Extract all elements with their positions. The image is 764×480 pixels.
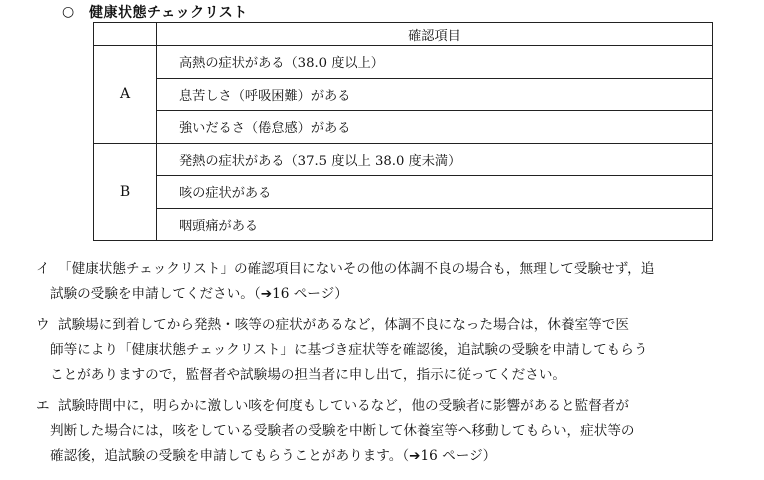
checklist-item: 咳の症状がある xyxy=(157,176,713,209)
paragraph-u xyxy=(36,313,722,388)
section-title: 健康状態チェックリスト xyxy=(89,5,248,21)
section-heading xyxy=(62,2,248,22)
table-row xyxy=(94,143,713,176)
paragraph-line: 確認後，追試験の受験を申請してもらうことがあります。（➔16 ページ） xyxy=(50,448,497,464)
paragraph-label: エ xyxy=(36,398,50,414)
table-row xyxy=(94,208,713,241)
table-row xyxy=(94,78,713,111)
paragraph-line: 試験の受験を申請してください。（➔16 ページ） xyxy=(50,286,348,302)
table-header-row xyxy=(94,23,713,46)
paragraph-line: 「健康状態チェックリスト」の確認項目にないその他の体調不良の場合も，無理して受験せず，追 xyxy=(58,261,655,277)
header-blank-cell xyxy=(94,23,157,46)
checklist-item: 咽頭痛がある xyxy=(157,208,713,241)
table-row xyxy=(94,176,713,209)
paragraph-line: ことがありますので，監督者や試験場の担当者に申し出て，指示に従ってください。 xyxy=(50,367,567,383)
table-row xyxy=(94,111,713,144)
paragraph-line: 師等により「健康状態チェックリスト」に基づき症状等を確認後，追試験の受験を申請してもらう xyxy=(50,342,648,358)
header-cell: 確認項目 xyxy=(157,23,713,46)
paragraph-line: 試験時間中に，明らかに激しい咳を何度もしているなど，他の受験者に影響があると監督者が xyxy=(58,398,629,414)
paragraph-line: 試験場に到着してから発熱・咳等の症状があるなど，体調不良になった場合は，休養室等で医 xyxy=(58,317,629,333)
checklist-item: 高熱の症状がある（38.0 度以上） xyxy=(157,46,713,79)
group-label-a: A xyxy=(94,46,157,144)
table-row xyxy=(94,46,713,79)
checklist-item: 発熱の症状がある（37.5 度以上 38.0 度未満） xyxy=(157,143,713,176)
group-label-b: B xyxy=(94,143,157,241)
paragraph-label: ウ xyxy=(36,317,50,333)
checklist-item: 強いだるさ（倦怠感）がある xyxy=(157,111,713,144)
paragraph-label: イ xyxy=(36,261,50,277)
checklist-item: 息苦しさ（呼吸困難）がある xyxy=(157,78,713,111)
paragraph-i xyxy=(36,257,722,307)
paragraph-line: 判断した場合には，咳をしている受験者の受験を中断して休養室等へ移動してもらい，症状等の xyxy=(50,423,635,439)
health-checklist-table xyxy=(93,22,713,241)
circle-marker: ○ xyxy=(62,4,75,20)
paragraph-e xyxy=(36,394,722,469)
